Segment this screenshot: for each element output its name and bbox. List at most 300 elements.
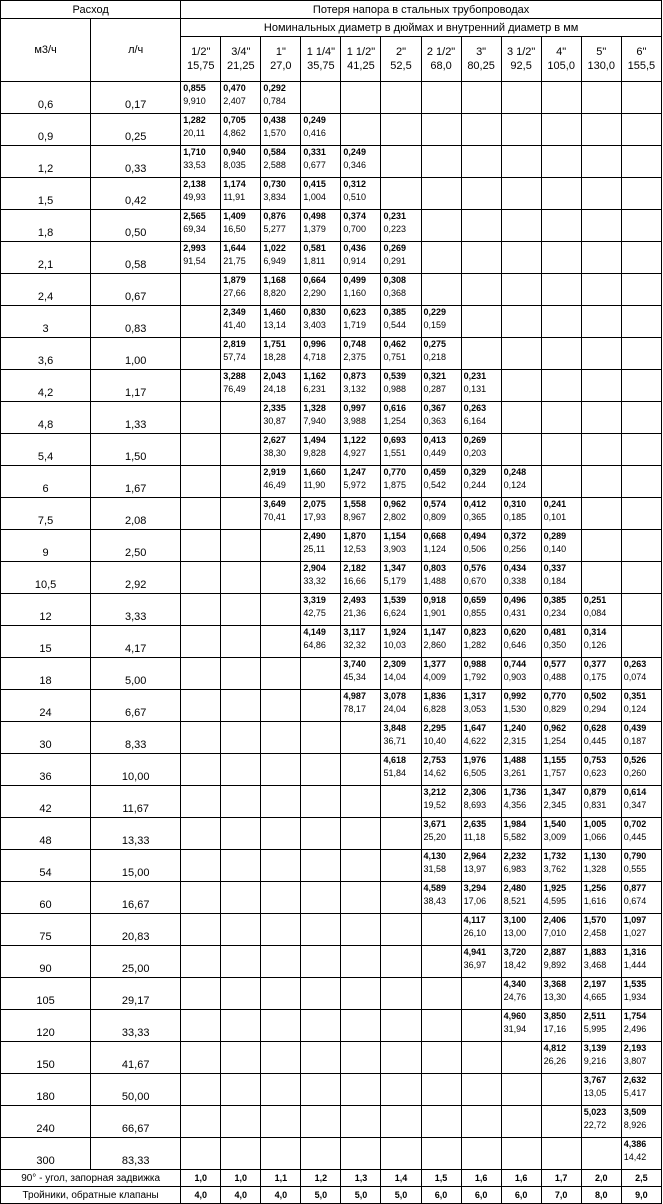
loss-value: 3,212 (423, 787, 447, 797)
empty-cell (421, 242, 461, 274)
loss-cell (581, 978, 621, 1010)
loss-cell (421, 722, 461, 754)
empty-cell (301, 658, 341, 690)
velocity-value: 13,14 (263, 320, 286, 330)
flow-ls-cell: 16,67 (91, 882, 181, 914)
loss-value: 2,138 (183, 179, 206, 189)
loss-cell (581, 1042, 621, 1074)
velocity-value: 0,159 (423, 320, 447, 330)
velocity-value: 33,32 (303, 576, 326, 586)
loss-cell (301, 434, 341, 466)
loss-cell (301, 530, 341, 562)
velocity-value: 8,035 (223, 160, 246, 170)
empty-cell (221, 402, 261, 434)
loss-cell (341, 338, 381, 370)
velocity-value: 9,892 (543, 960, 567, 970)
loss-cell (381, 626, 421, 658)
empty-cell (581, 530, 621, 562)
loss-value: 3,288 (223, 371, 246, 381)
loss-value: 3,368 (543, 979, 567, 989)
loss-cell (381, 658, 421, 690)
velocity-value: 2,407 (223, 96, 246, 106)
velocity-value: 45,34 (343, 672, 366, 682)
loss-value: 1,174 (223, 179, 246, 189)
empty-cell (581, 402, 621, 434)
empty-cell (581, 306, 621, 338)
empty-cell (261, 914, 301, 946)
diameter-header (381, 37, 421, 82)
loss-cell (341, 210, 381, 242)
velocity-value: 6,231 (303, 384, 326, 394)
loss-cell (501, 818, 541, 850)
loss-value: 1,883 (583, 947, 607, 957)
loss-cell (461, 850, 501, 882)
empty-cell (221, 466, 261, 498)
loss-value: 0,879 (583, 787, 607, 797)
flow-ls-cell: 29,17 (91, 978, 181, 1010)
loss-cell (301, 626, 341, 658)
table-row (1, 114, 662, 146)
diameter-nominal: 1 1/4" (306, 46, 336, 58)
empty-cell (501, 114, 541, 146)
velocity-value: 0,431 (503, 608, 527, 618)
empty-cell (581, 210, 621, 242)
table-row (1, 978, 662, 1010)
velocity-value: 6,624 (383, 608, 406, 618)
velocity-value: 27,66 (223, 288, 246, 298)
loss-cell (421, 818, 461, 850)
empty-cell (421, 1106, 461, 1138)
loss-cell (501, 626, 541, 658)
table-row (1, 274, 662, 306)
loss-value: 0,770 (543, 691, 567, 701)
empty-cell (301, 978, 341, 1010)
loss-cell (621, 978, 661, 1010)
loss-cell (581, 690, 621, 722)
empty-cell (301, 690, 341, 722)
velocity-value: 24,04 (383, 704, 406, 714)
loss-value: 0,434 (503, 563, 527, 573)
empty-cell (621, 530, 661, 562)
fitting-value: 2,0 (581, 1170, 621, 1187)
table-row (1, 882, 662, 914)
loss-value: 2,819 (223, 339, 246, 349)
empty-cell (421, 1010, 461, 1042)
loss-value: 3,848 (383, 723, 406, 733)
flow-ls-cell: 0,33 (91, 146, 181, 178)
velocity-value: 1,160 (343, 288, 366, 298)
fitting-value: 1,1 (261, 1170, 301, 1187)
velocity-value: 10,03 (383, 640, 406, 650)
loss-value: 0,337 (543, 563, 567, 573)
velocity-value: 0,670 (463, 576, 487, 586)
empty-cell (381, 178, 421, 210)
empty-cell (581, 466, 621, 498)
loss-value: 0,494 (463, 531, 487, 541)
table-row (1, 306, 662, 338)
flow-m3h-cell: 4,2 (1, 370, 91, 402)
velocity-value: 0,175 (583, 672, 607, 682)
loss-cell (461, 466, 501, 498)
loss-cell (181, 146, 221, 178)
table-row (1, 466, 662, 498)
loss-cell (381, 210, 421, 242)
velocity-value: 17,93 (303, 512, 326, 522)
empty-cell (181, 1074, 221, 1106)
velocity-value: 2,458 (583, 928, 607, 938)
empty-cell (381, 1106, 421, 1138)
empty-cell (621, 210, 661, 242)
loss-value: 1,539 (383, 595, 406, 605)
loss-cell (341, 498, 381, 530)
table-row (1, 402, 662, 434)
velocity-value: 17,16 (543, 1024, 567, 1034)
velocity-value: 8,926 (623, 1120, 647, 1130)
fitting-value: 4,0 (181, 1187, 221, 1204)
loss-cell (461, 882, 501, 914)
fitting-value: 1,0 (181, 1170, 221, 1187)
velocity-value: 0,101 (543, 512, 567, 522)
loss-cell (461, 722, 501, 754)
loss-value: 2,493 (343, 595, 366, 605)
loss-value: 0,436 (343, 243, 366, 253)
loss-value: 0,574 (423, 499, 447, 509)
loss-cell (581, 722, 621, 754)
loss-value: 0,623 (343, 307, 366, 317)
empty-cell (261, 946, 301, 978)
velocity-value: 0,124 (503, 480, 527, 490)
empty-cell (301, 818, 341, 850)
loss-cell (301, 338, 341, 370)
fitting-value: 1,6 (461, 1170, 501, 1187)
velocity-value: 1,379 (303, 224, 326, 234)
loss-value: 1,570 (583, 915, 607, 925)
loss-value: 0,331 (303, 147, 326, 157)
velocity-value: 0,506 (463, 544, 487, 554)
flow-m3h-cell: 48 (1, 818, 91, 850)
velocity-value: 0,260 (623, 768, 647, 778)
empty-cell (181, 658, 221, 690)
empty-cell (221, 626, 261, 658)
fitting-value: 1,2 (301, 1170, 341, 1187)
flow-ls-cell: 8,33 (91, 722, 181, 754)
table-row (1, 594, 662, 626)
loss-value: 2,627 (263, 435, 286, 445)
empty-cell (341, 114, 381, 146)
loss-value: 5,023 (583, 1107, 607, 1117)
loss-cell (301, 114, 341, 146)
flow-m3h-cell: 0,6 (1, 82, 91, 114)
velocity-value: 0,988 (383, 384, 406, 394)
loss-value: 0,823 (463, 627, 487, 637)
loss-cell (301, 466, 341, 498)
empty-cell (301, 722, 341, 754)
velocity-value: 64,86 (303, 640, 326, 650)
loss-cell (381, 370, 421, 402)
loss-value: 3,294 (463, 883, 487, 893)
velocity-value: 0,555 (623, 864, 647, 874)
loss-cell (461, 530, 501, 562)
loss-value: 4,130 (423, 851, 447, 861)
loss-value: 0,997 (343, 403, 366, 413)
loss-cell (581, 1106, 621, 1138)
velocity-value: 1,811 (303, 256, 326, 266)
fitting-value: 7,0 (541, 1187, 581, 1204)
loss-value: 0,462 (383, 339, 406, 349)
velocity-value: 13,05 (583, 1088, 607, 1098)
table-row (1, 146, 662, 178)
loss-value: 1,924 (383, 627, 406, 637)
diameter-inner: 155,5 (627, 60, 656, 72)
velocity-value: 5,972 (343, 480, 366, 490)
empty-cell (221, 658, 261, 690)
velocity-value: 3,261 (503, 768, 527, 778)
loss-value: 0,616 (383, 403, 406, 413)
table-row (1, 530, 662, 562)
velocity-value: 42,75 (303, 608, 326, 618)
empty-cell (421, 178, 461, 210)
loss-value: 3,078 (383, 691, 406, 701)
loss-cell (421, 850, 461, 882)
loss-cell (421, 690, 461, 722)
empty-cell (301, 914, 341, 946)
table-row (1, 914, 662, 946)
loss-value: 0,526 (623, 755, 647, 765)
loss-cell (341, 402, 381, 434)
empty-cell (421, 1138, 461, 1170)
loss-value: 0,263 (623, 659, 647, 669)
loss-value: 1,732 (543, 851, 567, 861)
loss-cell (341, 178, 381, 210)
empty-cell (461, 306, 501, 338)
loss-value: 3,767 (583, 1075, 607, 1085)
empty-cell (581, 370, 621, 402)
empty-cell (341, 818, 381, 850)
flow-group-header: Расход (1, 1, 181, 19)
empty-cell (341, 1106, 381, 1138)
velocity-value: 16,50 (223, 224, 246, 234)
loss-value: 0,873 (343, 371, 366, 381)
loss-cell (581, 882, 621, 914)
loss-cell (221, 210, 261, 242)
loss-cell (341, 274, 381, 306)
velocity-value: 8,693 (463, 800, 487, 810)
empty-cell (461, 1074, 501, 1106)
empty-cell (261, 594, 301, 626)
empty-cell (581, 114, 621, 146)
velocity-value: 36,71 (383, 736, 406, 746)
velocity-value: 3,834 (263, 192, 286, 202)
loss-value: 0,231 (463, 371, 487, 381)
flow-ls-cell: 4,17 (91, 626, 181, 658)
loss-cell (621, 850, 661, 882)
loss-value: 2,919 (263, 467, 286, 477)
empty-cell (181, 1042, 221, 1074)
flow-ls-cell: 2,92 (91, 562, 181, 594)
empty-cell (221, 1042, 261, 1074)
loss-cell (621, 754, 661, 786)
velocity-value: 9,216 (583, 1056, 607, 1066)
diameter-nominal: 2" (395, 46, 406, 58)
velocity-value: 24,18 (263, 384, 286, 394)
velocity-value: 2,860 (423, 640, 447, 650)
empty-cell (381, 914, 421, 946)
loss-value: 0,830 (303, 307, 326, 317)
empty-cell (261, 562, 301, 594)
loss-value: 0,229 (423, 307, 447, 317)
empty-cell (341, 1074, 381, 1106)
flow-m3h-cell: 54 (1, 850, 91, 882)
loss-value: 1,377 (423, 659, 447, 669)
table-row (1, 722, 662, 754)
flow-m3h-cell: 12 (1, 594, 91, 626)
loss-value: 3,850 (543, 1011, 567, 1021)
loss-value: 0,459 (423, 467, 447, 477)
empty-cell (381, 1138, 421, 1170)
empty-cell (261, 1010, 301, 1042)
empty-cell (581, 498, 621, 530)
velocity-value: 1,792 (463, 672, 487, 682)
loss-cell (301, 594, 341, 626)
loss-value: 2,565 (183, 211, 206, 221)
velocity-value: 0,244 (463, 480, 487, 490)
loss-cell (581, 754, 621, 786)
loss-value: 2,964 (463, 851, 487, 861)
loss-cell (301, 274, 341, 306)
loss-value: 0,241 (543, 499, 567, 509)
loss-cell (421, 402, 461, 434)
loss-value: 1,005 (583, 819, 607, 829)
flow-m3h-cell: 150 (1, 1042, 91, 1074)
empty-cell (501, 370, 541, 402)
empty-cell (621, 370, 661, 402)
loss-value: 0,263 (463, 403, 487, 413)
table-row (1, 818, 662, 850)
empty-cell (221, 978, 261, 1010)
loss-cell (581, 626, 621, 658)
loss-cell (461, 690, 501, 722)
velocity-value: 69,34 (183, 224, 206, 234)
loss-value: 0,744 (503, 659, 527, 669)
loss-cell (261, 146, 301, 178)
loss-value: 0,577 (543, 659, 567, 669)
empty-cell (581, 562, 621, 594)
empty-cell (221, 850, 261, 882)
loss-cell (341, 370, 381, 402)
velocity-value: 0,831 (583, 800, 607, 810)
empty-cell (421, 82, 461, 114)
loss-value: 0,803 (423, 563, 447, 573)
empty-cell (421, 978, 461, 1010)
empty-cell (181, 530, 221, 562)
loss-cell (421, 658, 461, 690)
unit-ls-header: л/ч (91, 19, 181, 82)
loss-cell (381, 722, 421, 754)
velocity-value: 3,403 (303, 320, 326, 330)
loss-value: 0,702 (623, 819, 647, 829)
empty-cell (461, 146, 501, 178)
velocity-value: 12,53 (343, 544, 366, 554)
loss-value: 0,940 (223, 147, 246, 157)
loss-cell (301, 498, 341, 530)
velocity-value: 32,32 (343, 640, 366, 650)
flow-m3h-cell: 9 (1, 530, 91, 562)
flow-ls-cell: 0,17 (91, 82, 181, 114)
loss-cell (541, 850, 581, 882)
loss-value: 0,292 (263, 83, 286, 93)
velocity-value: 5,179 (383, 576, 406, 586)
loss-value: 0,705 (223, 115, 246, 125)
loss-value: 0,918 (423, 595, 447, 605)
empty-cell (261, 530, 301, 562)
loss-cell (541, 786, 581, 818)
empty-cell (181, 1010, 221, 1042)
loss-cell (261, 178, 301, 210)
loss-value: 1,130 (583, 851, 607, 861)
velocity-value: 1,530 (503, 704, 527, 714)
fitting-label: 90° - угол, запорная задвижка (1, 1170, 181, 1187)
loss-cell (501, 466, 541, 498)
velocity-value: 4,665 (583, 992, 607, 1002)
diameter-header (541, 37, 581, 82)
loss-value: 0,385 (543, 595, 567, 605)
velocity-value: 2,588 (263, 160, 286, 170)
velocity-value: 10,40 (423, 736, 447, 746)
empty-cell (381, 146, 421, 178)
loss-value: 0,372 (503, 531, 527, 541)
loss-cell (581, 786, 621, 818)
loss-cell (301, 402, 341, 434)
loss-value: 1,162 (303, 371, 326, 381)
table-row (1, 498, 662, 530)
loss-cell (221, 114, 261, 146)
loss-cell (341, 594, 381, 626)
loss-cell (421, 434, 461, 466)
loss-value: 1,317 (463, 691, 487, 701)
loss-cell (381, 530, 421, 562)
empty-cell (341, 1010, 381, 1042)
velocity-value: 4,622 (463, 736, 487, 746)
loss-value: 0,499 (343, 275, 366, 285)
loss-cell (501, 498, 541, 530)
empty-cell (181, 818, 221, 850)
empty-cell (541, 338, 581, 370)
velocity-value: 1,875 (383, 480, 406, 490)
loss-cell (301, 242, 341, 274)
loss-cell (381, 434, 421, 466)
velocity-value: 0,416 (303, 128, 326, 138)
loss-cell (461, 370, 501, 402)
loss-value: 0,996 (303, 339, 326, 349)
empty-cell (501, 1106, 541, 1138)
empty-cell (261, 754, 301, 786)
empty-cell (381, 850, 421, 882)
velocity-value: 17,06 (463, 896, 487, 906)
empty-cell (261, 1106, 301, 1138)
flow-m3h-cell: 7,5 (1, 498, 91, 530)
loss-value: 3,117 (343, 627, 366, 637)
loss-value: 1,647 (463, 723, 487, 733)
loss-value: 1,710 (183, 147, 206, 157)
flow-ls-cell: 0,25 (91, 114, 181, 146)
loss-cell (261, 210, 301, 242)
loss-cell (261, 274, 301, 306)
diameter-header (341, 37, 381, 82)
velocity-value: 0,131 (463, 384, 487, 394)
empty-cell (341, 850, 381, 882)
velocity-value: 1,616 (583, 896, 607, 906)
loss-cell (461, 818, 501, 850)
